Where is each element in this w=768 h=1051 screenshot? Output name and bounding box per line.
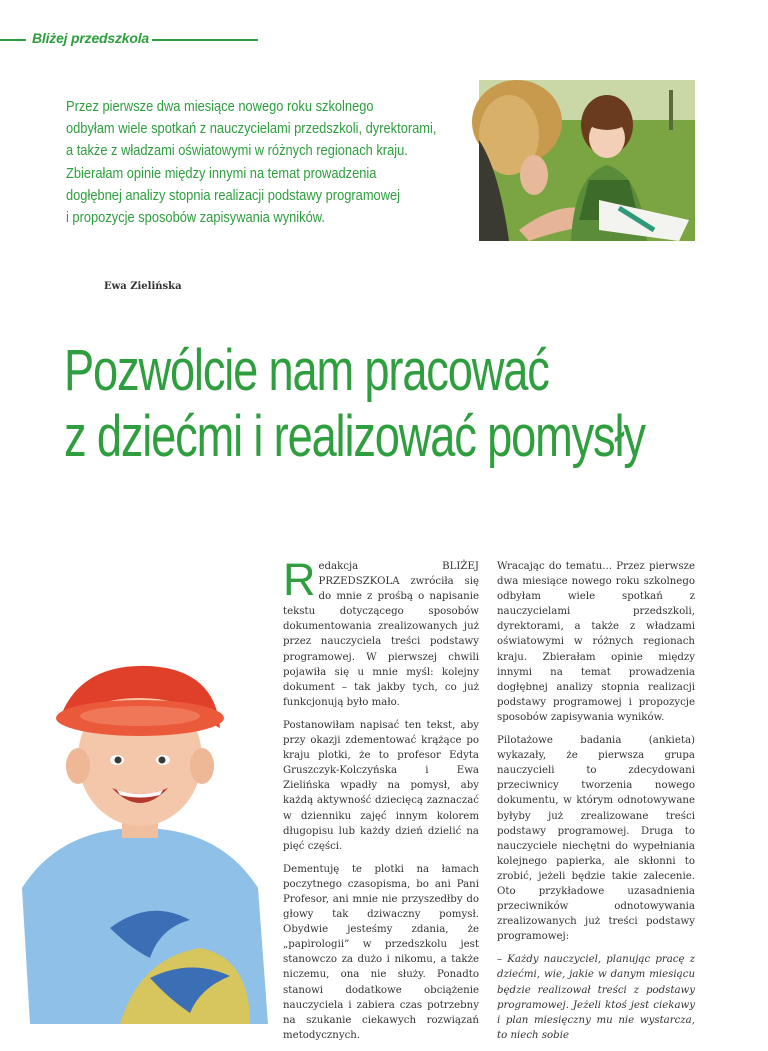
quote-paragraph: – Każdy nauczyciel, planując pracę z dziećmi, wie, jakie w danym miesiącu będzie realizował treści z podstawy programowej. Jeżeli ktoś jest ciekawy i plan miesięczny mu nie wystarcza, to niech sobie <box>497 954 695 1041</box>
title-line: z dziećmi i realizować pomysły <box>64 404 645 469</box>
article-title <box>64 338 750 470</box>
lead-line: odbyłam wiele spotkań z nauczycielami przedszkoli, dyrektorami, <box>66 121 437 138</box>
photo-woman-and-child <box>479 80 695 241</box>
header-rule-left <box>0 39 26 41</box>
lead-line: Przez pierwsze dwa miesiące nowego roku szkolnego <box>66 99 374 115</box>
author-name: Ewa Zielińska <box>104 281 182 292</box>
text-column-1 <box>283 554 479 1051</box>
paragraph <box>283 554 479 710</box>
lead-line: a także z władzami oświatowymi w różnych regionach kraju. <box>66 143 408 160</box>
lead-line: Zbierałam opinie między innymi na temat prowadzenia <box>66 165 377 182</box>
section-label: Bliżej przedszkola <box>32 30 149 46</box>
lead-line: dogłębnej analizy stopnia realizacji podstawy programowej <box>66 187 401 204</box>
paragraph: Pilotażowe badania (ankieta) wykazały, że pierwsza grupa nauczycieli to zdecydowani przeciwnicy tworzenia nowego dokumentu, w którym odnotowywane byłyby już zrealizowane treści podstawy programowej. Druga to nauczyciele niechętni do wypełniania kolejnego papierka, ale skłonni to zrobić, jeżeli będzie takie zalecenie. Oto przykładowe uzasadnienia przeciwników odnotowywania zrealizowanych już treści podstawy programowej: <box>497 735 695 943</box>
paragraph: Postanowiłam napisać ten tekst, aby przy okazji zdementować krążące po kraju plotki, że to profesor Edyta Gruszczyk-Kolczyńska i Ewa Zielińska wpadły na pomysł, aby każdą aktywność dziecięcą zaznaczać w dzienniku zajęć innym kolorem długopisu lub każdy dzień dzielić na pięć części. <box>283 719 479 852</box>
paragraph: Wracając do tematu... Przez pierwsze dwa miesiące nowego roku szkolnego odbyłam wiele spotkań z nauczycielami przedszkoli, dyrektorami, a także z władzami oświatowymi w różnych regionach kraju. Zbierałam opinie między innymi na temat prowadzenia dogłębnej analizy stopnia realizacji podstawy programowej i propozycje sposobów zapisywania wyników. <box>497 561 695 723</box>
title-line: Pozwólcie nam pracować <box>64 338 549 403</box>
header-rule-right <box>152 39 258 41</box>
paragraph-text: edakcja BLIŻEJ PRZEDSZKOLA zwróciła się do mnie z prośbą o napisanie tekstu dotyczącego sposobów dokumentowania zrealizowanych już przez nauczyciela treści podstawy programowej. W pierwszej chwili pojawiła się u mnie myśl: kolejny dokument – tak jakby tych, co już funkcjonują było mało. <box>283 561 479 708</box>
paragraph: Dementuję te plotki na łamach poczytnego czasopisma, bo ani Pani Profesor, ani mnie nie przyszedłby do głowy tak dziwaczny pomysł. Obydwie jesteśmy zdania, że „papirologii” w przedszkolu jest stanowczo za dużo i nikomu, a także niczemu, ona nie służy. Ponadto stanowi dodatkowe obciążenie nauczyciela i zabiera czas potrzebny na szukanie ciekawych rozwiązań metodycznych. <box>283 863 479 1041</box>
lead-paragraph <box>66 96 444 229</box>
drop-cap: R <box>283 554 316 605</box>
lead-line: i propozycje sposobów zapisywania wyników. <box>66 210 325 227</box>
photo-smiling-boy <box>0 658 280 1024</box>
text-column-2 <box>497 559 695 1051</box>
